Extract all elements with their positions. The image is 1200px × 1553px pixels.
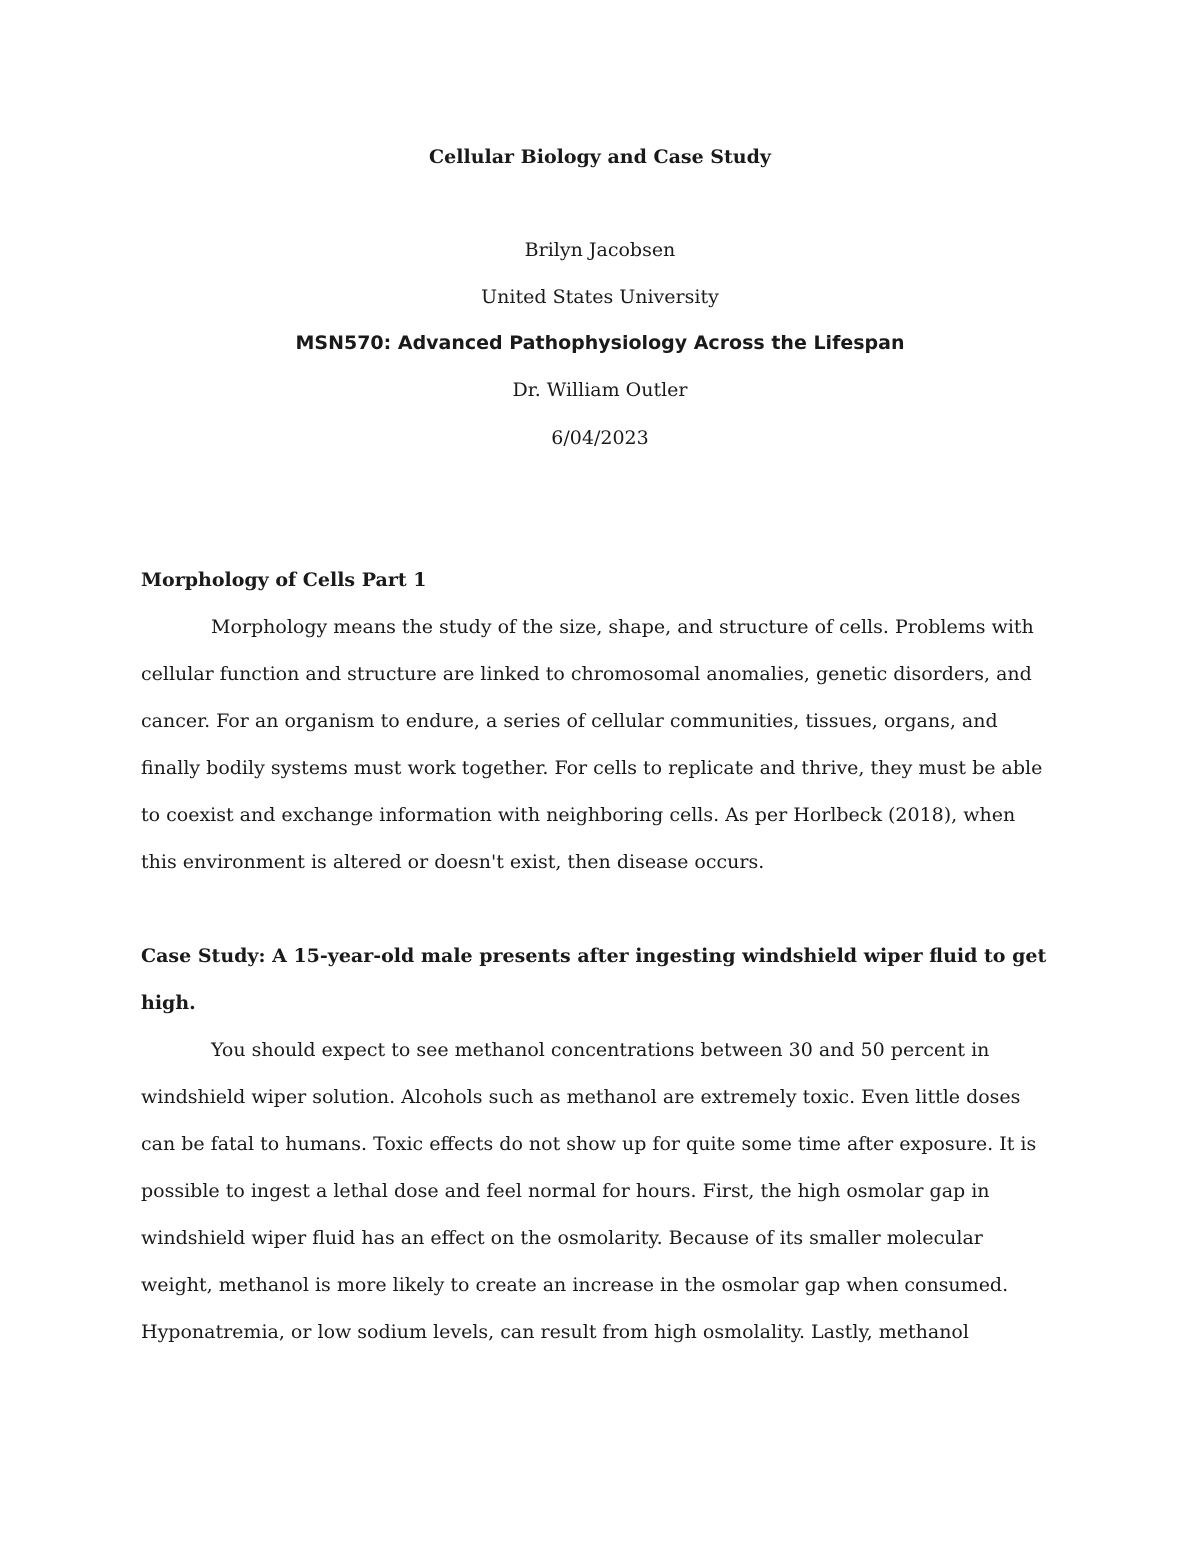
instructor-name: Dr. William Outler: [512, 379, 688, 401]
paragraph-line: possible to ingest a lethal dose and feel normal for hours. First, the high osmolar gap in: [141, 1180, 990, 1202]
paragraph-line: cellular function and structure are linked to chromosomal anomalies, genetic disorders, and: [141, 663, 1032, 685]
submission-date: 6/04/2023: [551, 427, 649, 449]
paragraph-line: finally bodily systems must work together. For cells to replicate and thrive, they must be able: [141, 757, 1043, 779]
author-name: Brilyn Jacobsen: [524, 239, 676, 261]
paragraph-line: Morphology means the study of the size, shape, and structure of cells. Problems with: [211, 616, 1034, 638]
paragraph-line: Hyponatremia, or low sodium levels, can result from high osmolality. Lastly, methanol: [141, 1321, 969, 1343]
paragraph-line: weight, methanol is more likely to create an increase in the osmolar gap when consumed.: [141, 1274, 1009, 1296]
paragraph-line: You should expect to see methanol concentrations between 30 and 50 percent in: [211, 1039, 990, 1061]
paragraph-line: windshield wiper solution. Alcohols such as methanol are extremely toxic. Even little doses: [141, 1086, 1021, 1108]
paragraph-line: to coexist and exchange information with neighboring cells. As per Horlbeck (2018), when: [141, 804, 1016, 826]
section-heading-morphology: Morphology of Cells Part 1: [141, 569, 427, 591]
paragraph-line: cancer. For an organism to endure, a series of cellular communities, tissues, organs, and: [141, 710, 998, 732]
paragraph-line: can be fatal to humans. Toxic effects do not show up for quite some time after exposure. It is: [141, 1133, 1037, 1155]
paragraph-line: windshield wiper fluid has an effect on the osmolarity. Because of its smaller molecular: [141, 1227, 983, 1249]
institution-name: United States University: [481, 286, 719, 308]
course-name: MSN570: Advanced Pathophysiology Across the Lifespan: [295, 332, 905, 354]
document-title: Cellular Biology and Case Study: [429, 146, 771, 168]
section-heading-case-study: Case Study: A 15-year-old male presents after ingesting windshield wiper fluid to get: [141, 945, 1047, 967]
section-heading-case-study-cont: high.: [141, 992, 196, 1014]
paragraph-line: this environment is altered or doesn't exist, then disease occurs.: [141, 851, 765, 873]
